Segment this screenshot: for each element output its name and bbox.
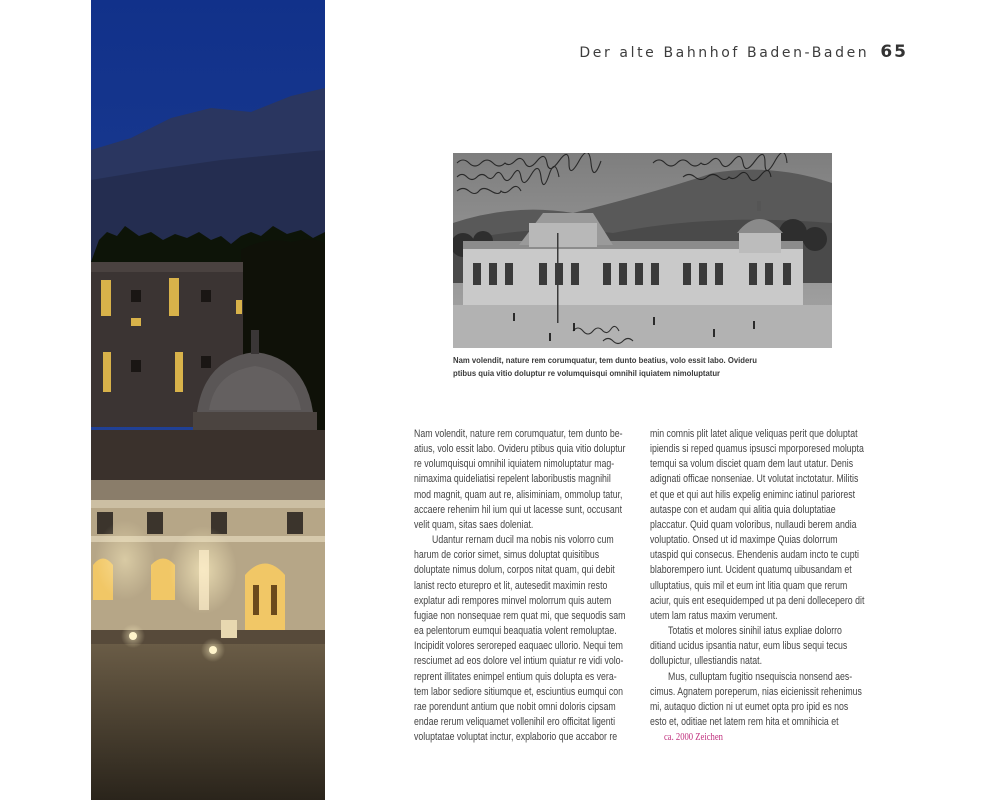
text-line: autaspe con et audam qui alitia quia doluptatiae <box>650 503 836 516</box>
historic-postcard-image <box>453 153 832 348</box>
text-line: voluptatio. Onsed ut id maximpe Quias dolorrum <box>650 534 838 547</box>
text-line: Incipidit volores seroreped eaquaec ullorio. Nequi tem <box>414 640 623 653</box>
text-line: atius, volo essit labo. Ovideru ptibus quia vitio doluptur <box>414 443 626 456</box>
body-text-column-2 <box>650 427 865 745</box>
text-line: harum de corior simet, simus doluptat quisitibus <box>414 549 600 562</box>
text-line: tem labor sediore sitiumque et, esciuntius eumqui con <box>414 685 623 698</box>
image-caption <box>453 354 757 379</box>
caption-line: ptibus quia vitio doluptur re volumquisqui omnihil iquiatem nimoluptatur <box>453 367 721 378</box>
text-line: utem lam ratus maxim verument. <box>650 609 778 622</box>
text-line: accaere rehenim hil ium qui ut lacesse sunt, occusant <box>414 503 623 516</box>
caption-line: Nam volendit, nature rem corumquatur, tem dunto beatius, volo essit labo. Ovideru <box>453 355 757 365</box>
text-line: Udantur rernam ducil ma nobis nis volorro cum <box>432 534 614 547</box>
text-line: blaborempero iunt. Ucident quatumq uibusandam et <box>650 564 852 577</box>
text-line: temqui sa volum disciet quam dem laut utatur. Denis <box>650 458 854 471</box>
text-line: mi, autaquo diction ni ut eumet opta pro ipid es nos <box>650 700 849 713</box>
text-line: cimus. Agnatem poreperum, nias eicienissit rehenimus <box>650 685 862 698</box>
text-line: endae rerum veliquamet vollenihil ero officitat ligenti <box>414 715 616 728</box>
text-line: doluptate nimus dolum, corpos nitat quam, qui debit <box>414 564 615 577</box>
text-line: esto et, oditiae net latem rem hita et omnihicia et <box>650 715 839 728</box>
text-line: rae porendunt antium que nobit omni doloris cipsam <box>414 700 616 713</box>
text-line: min comnis plit latet alique veliquas perit que doluptat <box>650 428 858 440</box>
text-line: voluptatae voluptat inctur, explaborio que accabor re <box>414 731 618 744</box>
text-line: resciumet ad eos dolore vel intium quiatur re vidi volo- <box>414 655 624 668</box>
text-line: Totatis et molores sinihil iatus expliae dolorro <box>668 625 842 638</box>
text-line: fugiae non nonsequae rem quat mi, que sequodis sam <box>414 609 626 622</box>
left-page-margin <box>0 0 91 800</box>
page-number: 65 <box>880 42 908 62</box>
text-line: lanist recto eturepro et lit, autesedit maximin resto <box>414 579 608 592</box>
text-line: nimaxima quideliatisi repelent laboribustis magnihil <box>414 473 611 486</box>
text-line: dollupictur, ullestiandis natat. <box>650 655 763 668</box>
header-title: Der alte Bahnhof Baden-Baden <box>579 45 870 61</box>
text-line: velit quam, sitas saes doleniat. <box>414 518 534 531</box>
text-line: placcatur. Quid quam voloribus, nullaudi berem andia <box>650 518 857 531</box>
text-line: ipiendis si reped quamus ipsusci mporporesed molupta <box>650 443 864 456</box>
text-line: ditiand ucidus ipsantia natur, eum libus sequi tecus <box>650 640 848 653</box>
text-line: re volumquisqui omnihil iquiatem nimoluptatur mag- <box>414 458 615 471</box>
text-line: explatur adi rempores minvel molorrum quis autem <box>414 594 612 607</box>
text-line: Mus, culluptam fugitio nsequiscia nonsend aes- <box>668 670 853 683</box>
text-line: aciur, quis ent esequidemped ut pa deni dollecepero dit <box>650 594 865 607</box>
body-text-column-1 <box>414 427 626 745</box>
character-count-note: ca. 2000 Zeichen <box>663 732 723 744</box>
text-line: reprent illitates enimpel entium quis dolupta es vera- <box>414 670 617 683</box>
text-line: ea pelentorum eumqui beaquatia volent remoluptae. <box>414 625 617 638</box>
text-line: Nam volendit, nature rem corumquatur, tem dunto be- <box>414 428 623 440</box>
text-line: et que et qui aut hilis expelig eniminc iatinul pariorest <box>650 488 856 501</box>
text-line: adignati officae nonseniae. Ut volutat inctotatur. Militis <box>650 473 859 486</box>
text-line: utaspid qui consecus. Ehendenis audam incto te cupti <box>650 549 860 562</box>
running-header <box>579 42 908 62</box>
text-line: mod magnit, quam aut re, alisiminiam, ommolup tatur, <box>414 488 623 501</box>
text-line: ulluptatius, quis mil et eum int litia quam que rerum <box>650 579 848 592</box>
night-photo <box>91 0 325 800</box>
